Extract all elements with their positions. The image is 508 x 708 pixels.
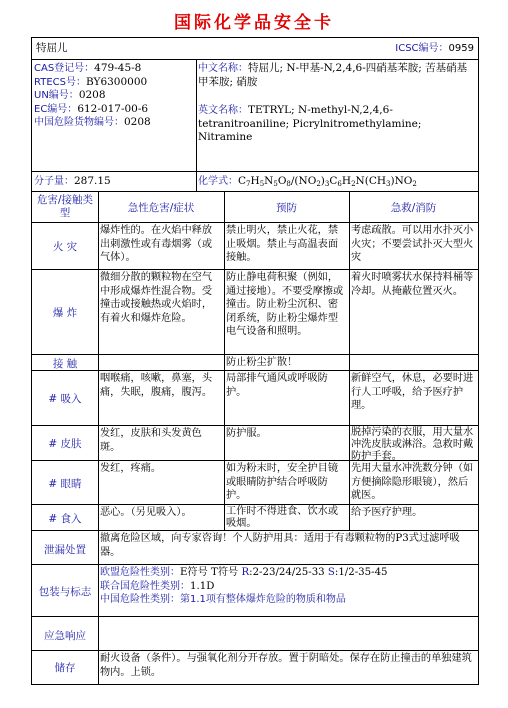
identifier-block: CAS登记号：479-45-8 RTECS号：BY6300000 UN编号：0208 EC编号：612-017-00-6 中国危险货物编号：0208 bbox=[34, 62, 151, 128]
ingestion-prevention: 工作时不得进食、饮水或吸烟。 bbox=[226, 506, 339, 529]
icsc-value: 0959 bbox=[448, 43, 474, 54]
inhalation-hazard: 咽喉痛，咳嗽，鼻塞，头痛，失眠，腹痛，腹泻。 bbox=[100, 373, 213, 398]
icsc-number bbox=[395, 42, 474, 56]
eu-classification: E符号 T符号 R:2-23/24/25-33 S:1/2-35-45 bbox=[180, 567, 388, 578]
explosion-prevention: 防止静电荷积聚（例如，通过接地）。不要受摩擦或撞击。防止粉尘沉积、密闭系统，防止粉尘爆炸型电气设备和照明。 bbox=[226, 272, 344, 338]
skin-hazard: 发红，皮肤和头发黄色斑。 bbox=[100, 428, 202, 453]
row-label-response: 应急响应 bbox=[44, 630, 86, 642]
safety-card bbox=[31, 37, 479, 685]
leak-text: 撤离危险区域，向专家咨询！个人防护用具：适用于有毒颗粒物的P3式过滤呼吸器。 bbox=[100, 533, 460, 558]
fire-hazard: 爆炸性的。在火焰中释放出刺激性或有毒烟雾（或气体）。 bbox=[100, 225, 213, 264]
row-label-contact: 接 触 bbox=[52, 358, 78, 370]
explosion-hazard: 微细分散的颗粒物在空气中形成爆炸性混合物。受撞击或接触热或火焰时，有着火和爆炸危险。 bbox=[100, 272, 213, 324]
eyes-hazard: 发红，疼痛。 bbox=[100, 463, 162, 474]
formula-value: $C_7H_5N_5O_8/(NO_2)_3C_6H_2N(CH_3)NO_2$ bbox=[238, 175, 417, 188]
icsc-label: ICSC编号： bbox=[395, 43, 449, 54]
row-label-skin: # 皮肤 bbox=[48, 438, 82, 450]
fire-firstaid: 考虑疏散。可以用水扑灭小火灾；不要尝试扑灭大型火灾 bbox=[351, 225, 474, 264]
ingestion-firstaid: 给予医疗护理。 bbox=[351, 507, 423, 518]
header-hazard: 急性危害/症状 bbox=[127, 202, 195, 214]
explosion-firstaid: 着火时喷雾状水保持料桶等冷却。从掩蔽位置灭火。 bbox=[351, 272, 474, 297]
row-label-leak: 泄漏处置 bbox=[44, 544, 86, 556]
skin-firstaid: 脱掉污染的衣服，用大量水冲洗皮肤或淋浴。急救时戴防护手套。 bbox=[351, 427, 474, 462]
ingestion-hazard: 恶心。（另见吸入）。 bbox=[100, 507, 192, 518]
eyes-firstaid: 先用大量水冲洗数分钟（如方便摘除隐形眼镜），然后就医。 bbox=[351, 463, 474, 502]
row-label-packaging: 包装与标志 bbox=[38, 586, 92, 598]
skin-prevention: 防护服。 bbox=[226, 428, 267, 439]
inhalation-prevention: 局部排气通风或呼吸防护。 bbox=[226, 373, 328, 398]
card-title: 国际化学品安全卡 bbox=[174, 13, 334, 33]
eyes-prevention: 如为粉末时，安全护目镜或眼睛防护结合呼吸防护。 bbox=[226, 463, 339, 502]
row-label-eyes: # 眼睛 bbox=[48, 478, 82, 490]
header-prevention: 预防 bbox=[276, 202, 297, 214]
packaging-text: 欧盟危险性类别：E符号 T符号 R:2-23/24/25-33 S:1/2-35-45 联合国危险性类别：1.1D 中国危险性类别：第1.1项有整体爆炸危险的物质和物品 bbox=[100, 567, 388, 606]
fire-prevention: 禁止明火，禁止火花，禁止吸烟。禁止与高温表面接触。 bbox=[226, 225, 339, 264]
chinese-name: 中文名称：特屈儿; N-甲基-N,2,4,6-四硝基苯胺; 苦基硝基甲苯胺; 硝胺 bbox=[198, 62, 468, 88]
header-firstaid: 急救/消防 bbox=[390, 202, 437, 214]
header-type: 危害/接触类型 bbox=[36, 194, 94, 219]
inhalation-firstaid: 新鲜空气，休息，必要时进行人工呼吸，给予医疗护理。 bbox=[351, 373, 474, 412]
storage-text: 耐火设备（条件）。与强氧化剂分开存放。置于阴暗处。保存在防止撞击的单独建筑物内。上锁。 bbox=[100, 653, 472, 678]
row-label-fire: 火 灾 bbox=[52, 241, 78, 253]
row-label-explosion: 爆 炸 bbox=[52, 307, 78, 319]
row-label-storage: 储存 bbox=[54, 662, 76, 674]
english-name: 英文名称：TETRYL; N-methyl-N,2,4,6-tetranitroaniline; Picrylnitromethylamine; Nitramine bbox=[198, 104, 422, 143]
row-label-inhalation: # 吸入 bbox=[48, 393, 82, 405]
molecular-weight: 分子量：287.15 bbox=[34, 175, 111, 187]
contact-prevention: 防止粉尘扩散！ bbox=[226, 357, 298, 368]
row-label-ingestion: # 食入 bbox=[48, 513, 82, 525]
chemical-name: 特屈儿 bbox=[36, 42, 68, 54]
chemical-formula: 化学式：$C_7H_5N_5O_8/(NO_2)_3C_6H_2N(CH_3)NO_2$ bbox=[198, 175, 417, 188]
